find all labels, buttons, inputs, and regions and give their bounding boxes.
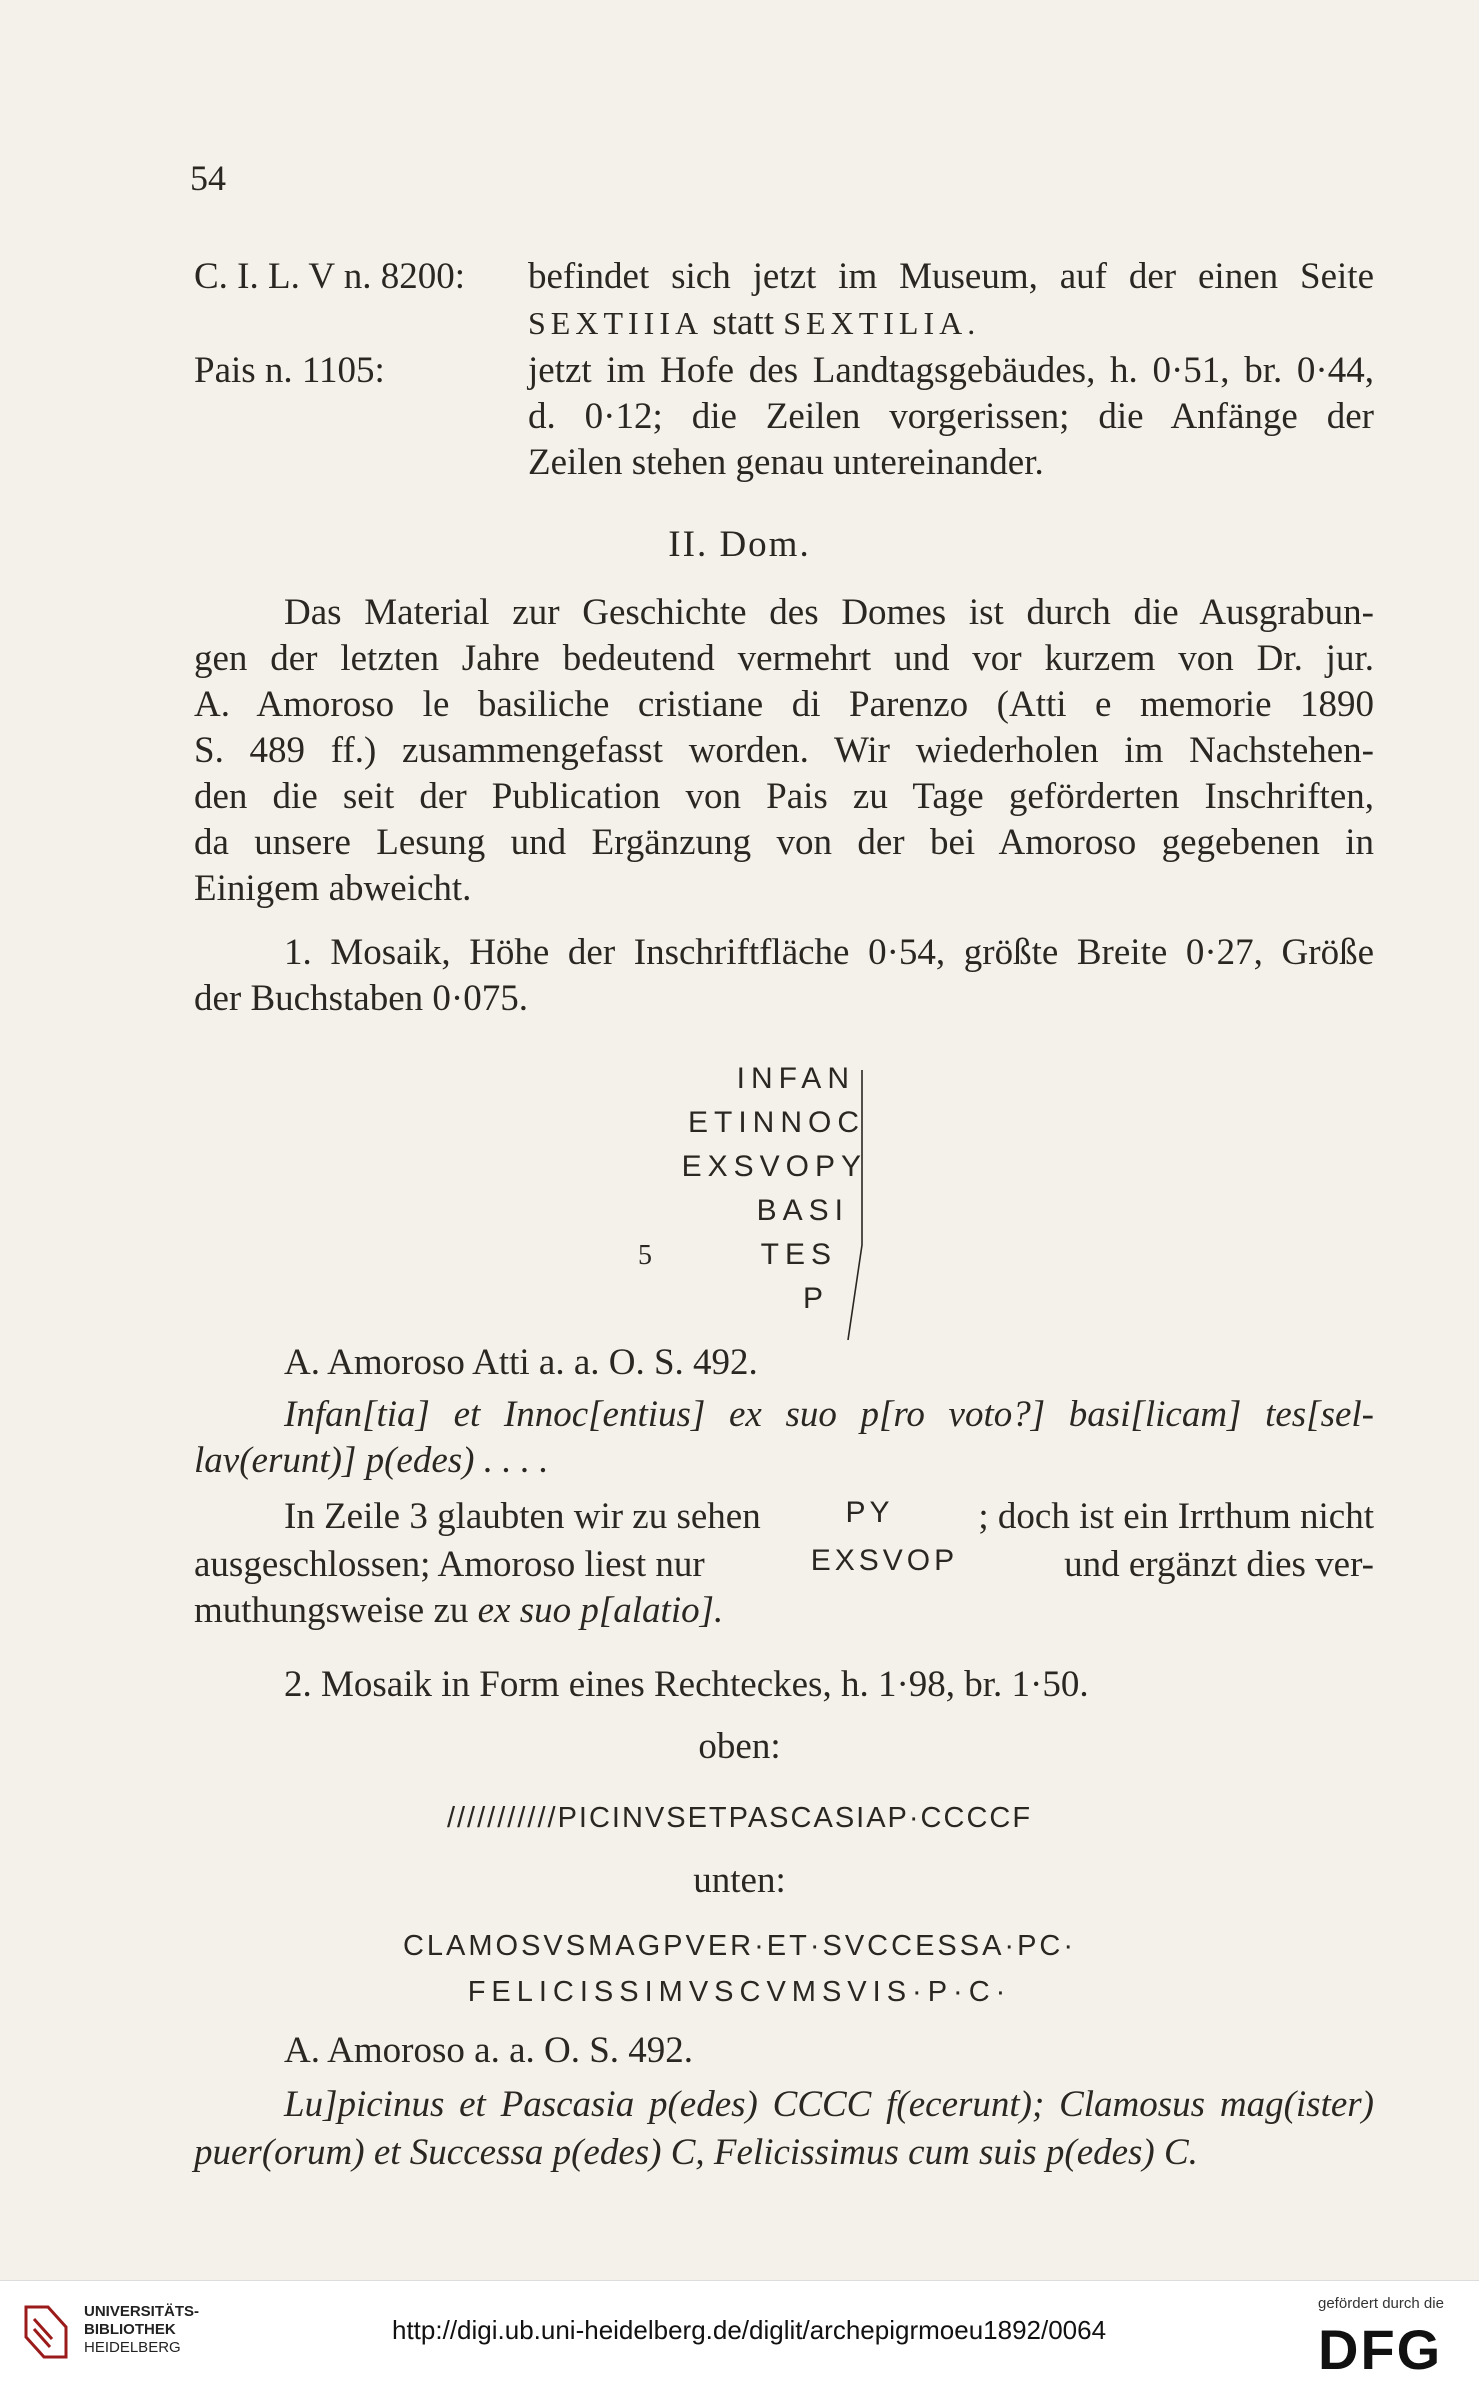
- item1-reading-2: lav(erunt)] p(edes) . . . .: [194, 1440, 549, 1481]
- footer-bar: [0, 2280, 1479, 2384]
- item2-reading-1: Lu]picinus et Pascasia p(edes) CCCC f(ecerunt); Clamosus mag(ister): [284, 2084, 1374, 2125]
- item2-top-inscription: ///////////PICINVSETPASCASIAP·CCCCF: [446, 1802, 1033, 1834]
- entry-cil-text: befindet sich jetzt im Museum, auf der einen Seite: [528, 256, 1374, 297]
- item2-source: A. Amoroso a. a. O. S. 492.: [284, 2030, 694, 2071]
- item2-bottom-label: unten:: [693, 1860, 786, 1901]
- item1-line-2: der Buchstaben 0·075.: [194, 978, 528, 1019]
- inscription-1-line-1: INFAN: [736, 1062, 855, 1095]
- permalink-url[interactable]: http://digi.ub.uni-heidelberg.de/diglit/archepigrmoeu1892/0064: [392, 2315, 1107, 2345]
- item1-comment-1: In Zeile 3 glaubten wir zu sehen PY ; doch ist ein Irrthum nicht: [284, 1496, 1374, 1537]
- item1-reading-1: Infan[tia] et Innoc[entius] ex suo p[ro voto?] basi[licam] tes[sel-: [284, 1394, 1374, 1435]
- item1-comment-3: muthungsweise zu ex suo p[alatio].: [194, 1590, 724, 1631]
- reference-pais: Pais n. 1105:: [194, 350, 385, 391]
- intro-line-3: A. Amoroso le basiliche cristiane di Parenzo (Atti e memorie 1890: [194, 684, 1374, 725]
- section-title: II. Dom.: [668, 524, 811, 565]
- item1-line-1: 1. Mosaik, Höhe der Inschriftfläche 0·54, größte Breite 0·27, Größe: [284, 932, 1374, 973]
- item1-comment-2: ausgeschlossen; Amoroso liest nur EXSVOP und ergänzt dies ver-: [194, 1544, 1374, 1585]
- library-logo-icon: [18, 2299, 74, 2365]
- item2-title: 2. Mosaik in Form eines Rechteckes, h. 1·98, br. 1·50.: [284, 1664, 1089, 1705]
- dfg-logo: DFG: [1318, 2318, 1443, 2381]
- intro-line-6: da unsere Lesung und Ergänzung von der bei Amoroso gegebenen in: [194, 822, 1374, 863]
- funding-note: gefördert durch die: [1318, 2295, 1444, 2312]
- inscription-1-line-2: ETINNOC: [688, 1106, 865, 1139]
- intro-line-2: gen der letzten Jahre bedeutend vermehrt und vor kurzem von Dr. jur.: [194, 638, 1374, 679]
- entry-pais-text-1: jetzt im Hofe des Landtagsgebäudes, h. 0·51, br. 0·44,: [528, 350, 1374, 391]
- inscription-1-line-3: EXSVOPY: [681, 1150, 867, 1183]
- inscription-1-line-5: TES: [760, 1238, 837, 1271]
- item2-top-label: oben:: [698, 1726, 781, 1767]
- inscription-1: [0, 1050, 1479, 1340]
- item1-source: A. Amoroso Atti a. a. O. S. 492.: [284, 1342, 758, 1383]
- item2-bottom-inscription-1: CLAMOSVSMAGPVER·ET·SVCCESSA·PC·: [402, 1930, 1077, 1962]
- item2-reading-2: puer(orum) et Successa p(edes) C, Felicissimus cum suis p(edes) C.: [194, 2132, 1198, 2173]
- library-name: UNIVERSITÄTS- BIBLIOTHEK HEIDELBERG: [84, 2303, 200, 2356]
- inscription-1-line-number: 5: [638, 1240, 652, 1271]
- intro-line-4: S. 489 ff.) zusammengefasst worden. Wir wiederholen im Nachstehen-: [194, 730, 1374, 771]
- intro-line-1: Das Material zur Geschichte des Domes ist durch die Ausgrabun-: [284, 592, 1374, 633]
- entry-pais-text-3: Zeilen stehen genau untereinander.: [528, 442, 1044, 483]
- entry-pais-text-2: d. 0·12; die Zeilen vorgerissen; die Anfänge der: [528, 396, 1374, 437]
- item2-bottom-inscription-2: FELICISSIMVSCVMSVIS·P·C·: [467, 1976, 1012, 2008]
- intro-line-5: den die seit der Publication von Pais zu Tage geförderten Inschriften,: [194, 776, 1374, 817]
- inscription-1-line-6: P: [802, 1282, 829, 1315]
- entry-cil-text-2: SEXTIIIA statt SEXTILIA.: [528, 302, 981, 343]
- intro-line-7: Einigem abweicht.: [194, 868, 472, 909]
- reference-cil: C. I. L. V n. 8200:: [194, 256, 466, 297]
- page-number: 54: [190, 158, 226, 198]
- inscription-1-line-4: BASI: [756, 1194, 849, 1227]
